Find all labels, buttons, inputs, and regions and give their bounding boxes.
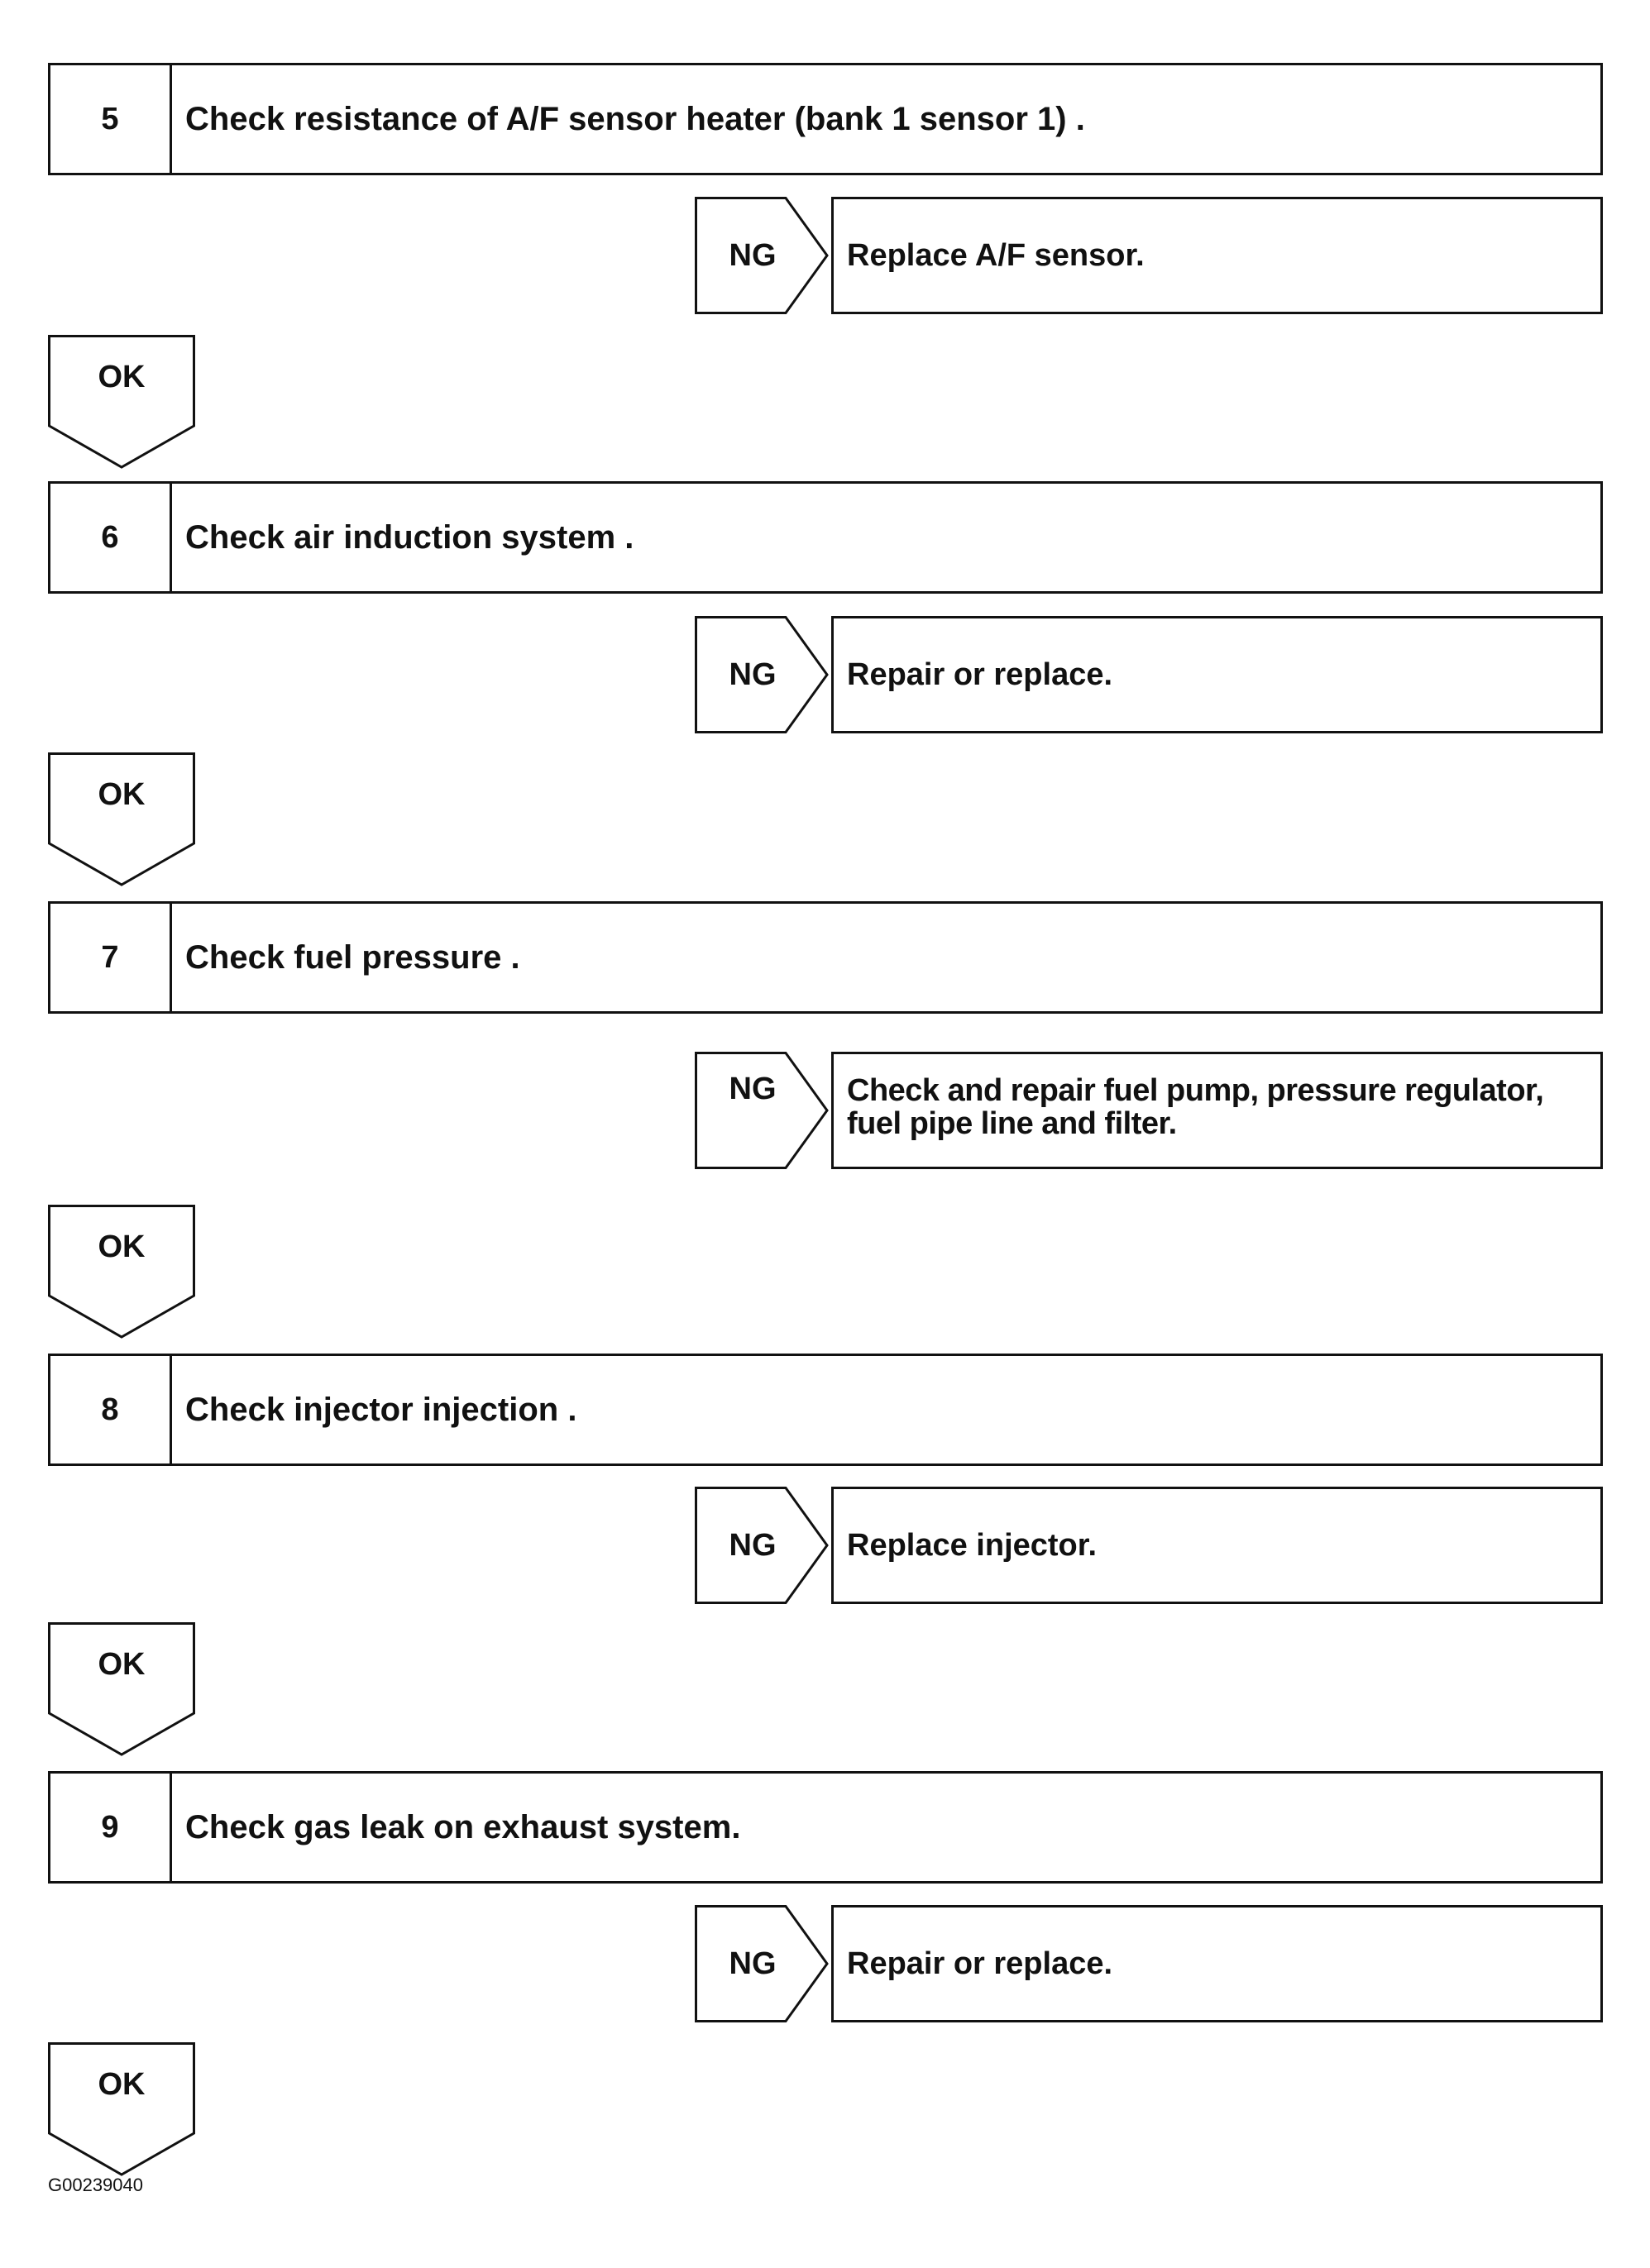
ok-branch-arrow	[48, 752, 195, 893]
ok-arrow-shape	[48, 1622, 195, 1763]
step-5-box	[48, 63, 1603, 175]
ok-branch-arrow	[48, 335, 195, 475]
figure-code: G00239040	[48, 2175, 143, 2195]
ng-label: NG	[729, 1527, 777, 1563]
ok-branch-arrow	[48, 1205, 195, 1345]
ok-label: OK	[98, 777, 146, 812]
ok-arrow-shape	[48, 752, 195, 893]
ng-label: NG	[729, 1072, 777, 1106]
step-title: Check gas leak on exhaust system.	[185, 1808, 741, 1845]
ng-label: NG	[729, 237, 777, 273]
ng-action-box: Repair or replace.	[831, 1905, 1603, 2022]
step-number: 8	[50, 1356, 172, 1463]
ng-action-box: Replace injector.	[831, 1487, 1603, 1604]
ng-branch-arrow	[695, 616, 831, 733]
step-6-box	[48, 481, 1603, 594]
ng-branch-arrow	[695, 197, 831, 314]
step-title: Check injector injection .	[185, 1391, 577, 1428]
step-9-box	[48, 1771, 1603, 1884]
ng-action-box	[831, 1052, 1603, 1169]
ok-arrow-shape	[48, 1205, 195, 1345]
ng-branch-arrow	[695, 1487, 831, 1604]
step-8-box	[48, 1354, 1603, 1466]
ok-branch-arrow	[48, 2042, 195, 2183]
step-title: Check resistance of A/F sensor heater (bank 1 sensor 1) .	[185, 100, 1085, 137]
ng-branch-arrow	[695, 1052, 831, 1169]
ok-label: OK	[98, 1647, 146, 1682]
ok-branch-arrow	[48, 1622, 195, 1763]
step-number: 7	[50, 904, 172, 1011]
ng-action-line: fuel pipe line and filter.	[847, 1106, 1177, 1141]
step-number: 6	[50, 484, 172, 591]
ok-label: OK	[98, 1229, 146, 1264]
ng-action-box: Replace A/F sensor.	[831, 197, 1603, 314]
ok-arrow-shape	[48, 2042, 195, 2183]
ng-action-box: Repair or replace.	[831, 616, 1603, 733]
ng-action-line: Check and repair fuel pump, pressure regulator,	[847, 1073, 1544, 1108]
step-number: 9	[50, 1774, 172, 1881]
ok-label: OK	[98, 360, 146, 394]
step-title: Check air induction system .	[185, 518, 634, 556]
ng-label: NG	[729, 657, 777, 692]
ng-label: NG	[729, 1946, 777, 1981]
ng-branch-arrow	[695, 1905, 831, 2022]
step-7-box	[48, 901, 1603, 1014]
ok-arrow-shape	[48, 335, 195, 475]
step-number: 5	[50, 65, 172, 173]
step-title: Check fuel pressure .	[185, 938, 520, 976]
ok-label: OK	[98, 2067, 146, 2102]
